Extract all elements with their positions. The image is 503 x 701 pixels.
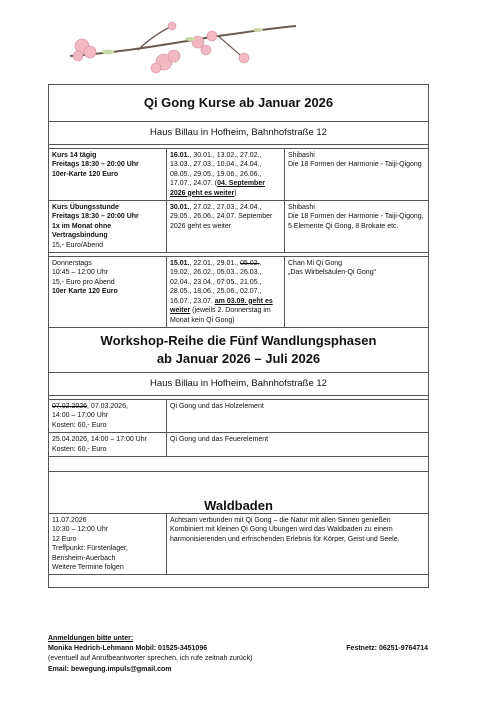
course-topic: Chan Mi Qi Gong „Das Wirbelsäulen-Qi Gong“ [285,257,429,328]
contact-email[interactable]: Email: bewegung.impuls@gmail.com [48,665,172,673]
course-dates: 16.01., 30.01., 13.02., 27.02., 13.03., 27.03., 10.04., 24.04., 08.05., 29.05., 19.06., 26.06., 17.07., 24.07. (04. September 2026 geht es weiter) [167,149,285,201]
course-row [49,149,429,201]
course-info: Donnerstags 10:45 – 12:00 Uhr 15,- Euro pro Abend 10er Karte 120 Euro [49,257,167,328]
course-row [49,257,429,328]
contact-heading: Anmeldungen bitte unter: [48,635,134,642]
waldbaden-row [49,513,429,574]
course-row [49,201,429,253]
course-dates: 15.01., 22.01., 29.01., 05.02., 19.02., 26.02., 05.03., 26.03., 02.04., 23.04., 07.05., 21.05., 28.05., 18.06., 25.06., 02.07., 16.07., 23.07. am 03.09. geht es weiter (jeweils 2. Donnerstag im Monat kein Qi Gong) [167,257,285,328]
contact-landline: Festnetz: 06251-9764714 [346,645,428,653]
page-title: Qi Gong Kurse ab Januar 2026 [49,85,429,122]
cherry-blossom-branch-illustration [68,6,298,86]
workshop-topic: Qi Gong und das Feuerelement [167,433,429,457]
course-info: Kurs Übungsstunde Freitags 18:30 – 20:00 Uhr 1x im Monat ohne Vertragsbindung 15,- Euro/Abend [49,201,167,253]
workshop-row [49,399,429,432]
course-table [48,84,429,588]
waldbaden-title: Waldbaden [49,471,429,513]
workshop-row [49,433,429,457]
course-topic: Shibashi Die 18 Formen der Harmonie - Taiji-Qigong [285,149,429,201]
workshop-info: 07.02.2026, 07.03.2026, 14:00 – 17:00 Uhr Kosten: 60,- Euro [49,399,167,432]
course-dates: 30.01., 27.02., 27.03., 24.04., 29.05., 26.06., 24.07. September 2026 geht es weiter [167,201,285,253]
contact-name-mobile: Monika Hedrich-Lehmann Mobil: 01525-3451096 [48,645,208,653]
venue-address: Haus Billau in Hofheim, Bahnhofstraße 12 [49,122,429,145]
workshop-title: Workshop-Reihe die Fünf Wandlungsphasen ab Januar 2026 – Juli 2026 [49,327,429,372]
workshop-topic: Qi Gong und das Holzelement [167,399,429,432]
waldbaden-description: Achtsam verbunden mit Qi Gong – die Natur mit allen Sinnen genießen Kombiniert mit kleinen Qi Gong Übungen wird das Waldbaden zu einem harmonisierenden und erfrischenden Erlebnis für Körper, Geist und Seele. [167,513,429,574]
contact-section [48,634,448,675]
course-topic: Shibashi Die 18 Formen der Harmonie - Taiji-Qigong, 5 Elemente Qi Gong, 8 Brokate etc. [285,201,429,253]
waldbaden-info: 11.07.2026 10:30 – 12:00 Uhr 12 Euro Treffpunkt: Fürstenlager, Bensheim-Auerbach Weitere Termine folgen [49,513,167,574]
course-info: Kurs 14 tägig Freitags 18:30 – 20:00 Uhr 10er-Karte 120 Euro [49,149,167,201]
contact-note: (eventuell auf Anrufbeantworter sprechen, ich rufe zeitnah zurück) [48,655,253,663]
workshop-info: 25.04.2026, 14:00 – 17:00 Uhr Kosten: 60,- Euro [49,433,167,457]
workshop-venue: Haus Billau in Hofheim, Bahnhofstraße 12 [49,372,429,395]
